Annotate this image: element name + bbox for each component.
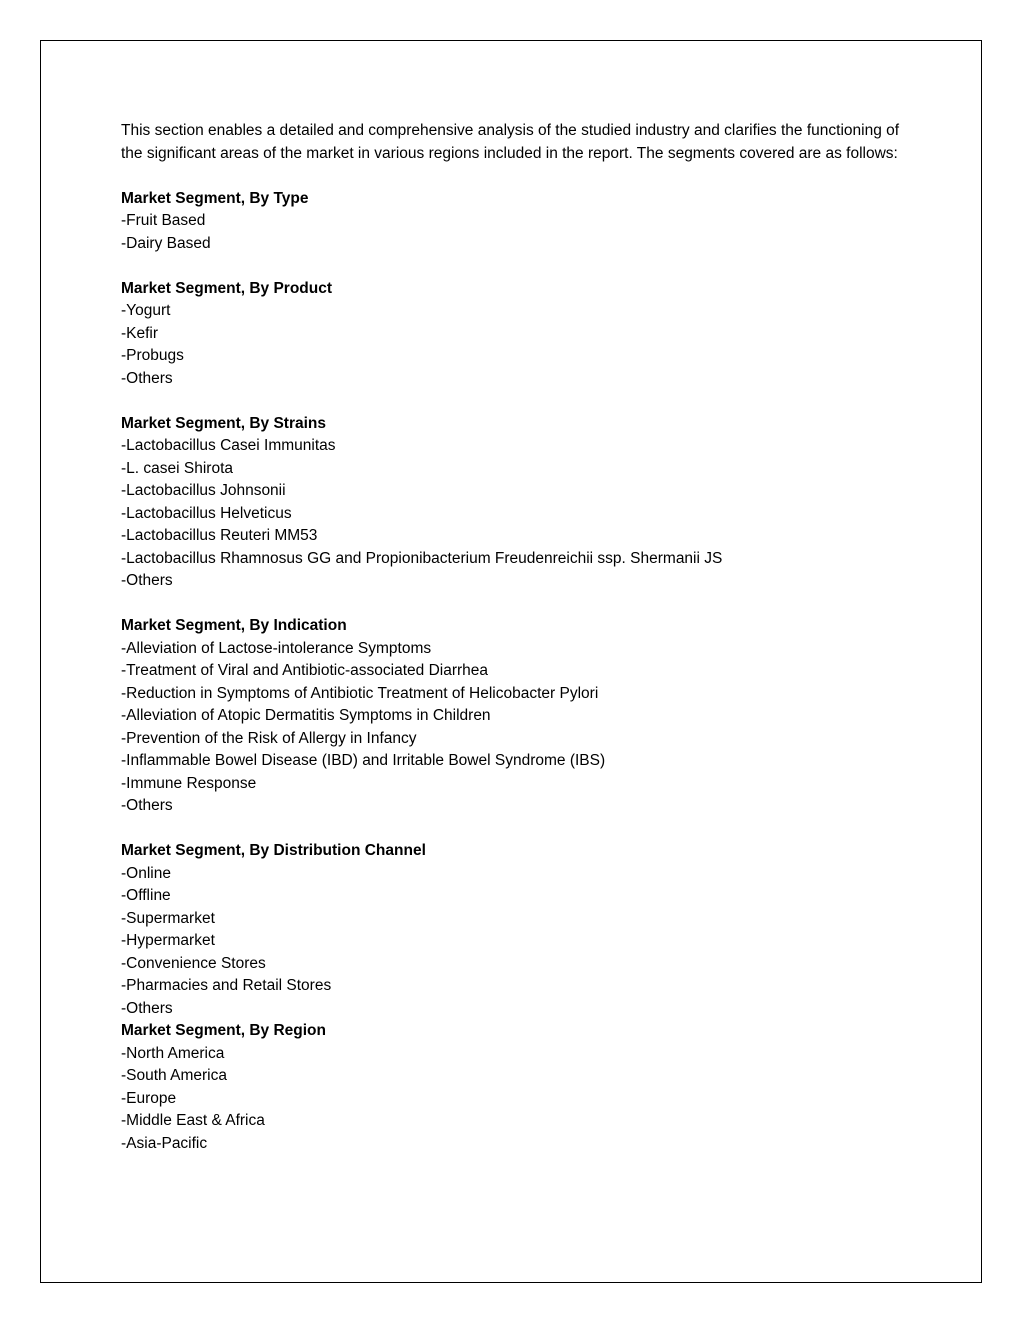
list-item: -Treatment of Viral and Antibiotic-associated Diarrhea bbox=[121, 662, 489, 679]
intro-paragraph: This section enables a detailed and comprehensive analysis of the studied industry and clarifies the functioning of the significant areas of the market in various regions included in the report. The segments covered are as follows: bbox=[121, 122, 900, 162]
list-item: -Alleviation of Lactose-intolerance Symptoms bbox=[121, 639, 432, 657]
list-item: -Supermarket bbox=[121, 909, 215, 927]
spacer bbox=[121, 593, 921, 616]
list-item: -North America bbox=[121, 1044, 225, 1062]
list-item: -Hypermarket bbox=[121, 932, 215, 949]
spacer bbox=[121, 165, 921, 188]
segment-type bbox=[121, 188, 921, 256]
list-item: -Others bbox=[121, 797, 173, 814]
list-item: -Probugs bbox=[121, 347, 184, 364]
list-item: -Pharmacies and Retail Stores bbox=[121, 977, 332, 994]
list-item: -Lactobacillus Rhamnosus GG and Propionibacterium Freudenreichii ssp. Shermanii JS bbox=[121, 549, 723, 567]
list-item: -L. casei Shirota bbox=[121, 459, 233, 477]
segment-distribution-channel bbox=[121, 840, 921, 1020]
list-item: -South America bbox=[121, 1067, 227, 1084]
section-title: Market Segment, By Strains bbox=[121, 414, 327, 432]
list-item: -Lactobacillus Johnsonii bbox=[121, 482, 286, 499]
list-item: -Offline bbox=[121, 887, 171, 904]
section-title: Market Segment, By Product bbox=[121, 279, 333, 297]
spacer bbox=[121, 818, 921, 841]
list-item: -Europe bbox=[121, 1089, 177, 1107]
list-item: -Dairy Based bbox=[121, 234, 211, 252]
list-item: -Others bbox=[121, 572, 173, 589]
list-item: -Middle East & Africa bbox=[121, 1112, 265, 1129]
list-item: -Inflammable Bowel Disease (IBD) and Irritable Bowel Syndrome (IBS) bbox=[121, 752, 606, 769]
list-item: -Kefir bbox=[121, 324, 159, 342]
segment-region bbox=[121, 1020, 921, 1155]
list-item: -Yogurt bbox=[121, 302, 171, 319]
section-title: Market Segment, By Distribution Channel bbox=[121, 842, 426, 859]
list-item: -Online bbox=[121, 864, 171, 882]
segment-product bbox=[121, 278, 921, 391]
section-title: Market Segment, By Region bbox=[121, 1022, 326, 1039]
list-item: -Fruit Based bbox=[121, 212, 206, 229]
list-item: -Convenience Stores bbox=[121, 954, 266, 972]
list-item: -Immune Response bbox=[121, 774, 257, 792]
segment-strains bbox=[121, 413, 921, 593]
list-item: -Others bbox=[121, 999, 173, 1017]
list-item: -Lactobacillus Casei Immunitas bbox=[121, 437, 336, 454]
list-item: -Alleviation of Atopic Dermatitis Symptoms in Children bbox=[121, 707, 491, 724]
spacer bbox=[121, 390, 921, 413]
section-title: Market Segment, By Indication bbox=[121, 617, 347, 634]
segment-indication bbox=[121, 615, 921, 818]
spacer bbox=[121, 255, 921, 278]
list-item: -Asia-Pacific bbox=[121, 1134, 208, 1152]
section-title: Market Segment, By Type bbox=[121, 189, 309, 207]
list-item: -Lactobacillus Helveticus bbox=[121, 504, 292, 522]
list-item: -Lactobacillus Reuteri MM53 bbox=[121, 527, 318, 544]
document-body bbox=[121, 120, 921, 1155]
list-item: -Others bbox=[121, 369, 173, 387]
list-item: -Prevention of the Risk of Allergy in Infancy bbox=[121, 729, 417, 747]
list-item: -Reduction in Symptoms of Antibiotic Treatment of Helicobacter Pylori bbox=[121, 684, 599, 702]
